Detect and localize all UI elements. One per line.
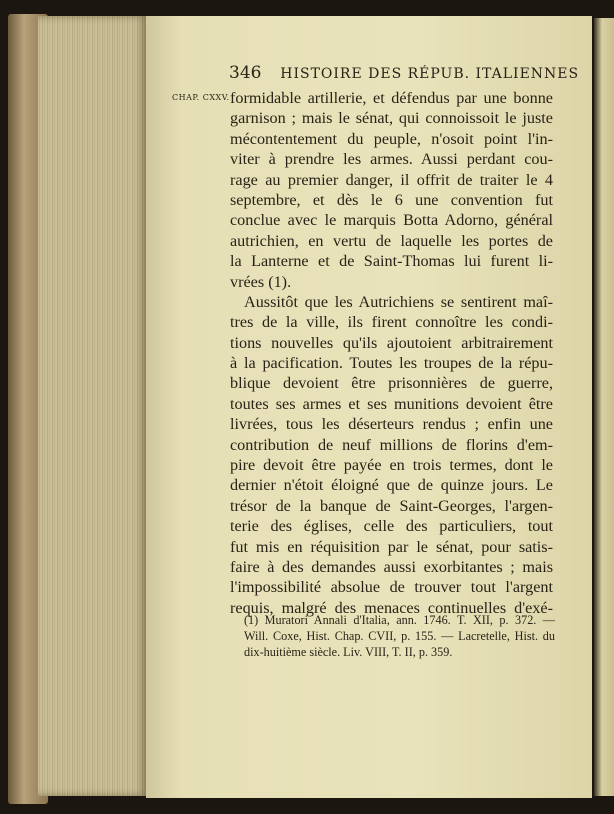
text-line: blique devoient être prisonnières de guerre, [230, 374, 553, 393]
text-line: viter à prendre les armes. Aussi perdant cou- [230, 150, 553, 169]
text-line: garnison ; mais le sénat, qui connoissoit le juste [230, 109, 553, 128]
running-header [229, 63, 579, 83]
page-stack-edges [38, 16, 148, 796]
text-line: terie des églises, celle des particuliers, tout [230, 517, 553, 536]
text-line: la Lanterne et de Saint-Thomas lui furent li- [230, 252, 553, 271]
footnote-line: Will. Coxe, Hist. Chap. CVII, p. 155. — Lacretelle, Hist. du [244, 629, 555, 643]
text-line: contribution de neuf millions de florins d'em- [230, 435, 553, 454]
text-line: rage au premier danger, il offrit de traiter le 4 [230, 170, 553, 189]
text-line: pire devoit être payée en trois termes, dont le [230, 456, 553, 475]
text-line: conclue avec le marquis Botta Adorno, général [230, 211, 553, 230]
text-line: faire à des demandes aussi exorbitantes ; mais [230, 557, 553, 576]
text-line: toutes ses armes et ses munitions devoient être [230, 394, 553, 413]
text-line: septembre, et dès le 6 une convention fut [230, 190, 553, 209]
footnote-line: dix-huitième siècle. Liv. VIII, T. II, p. 359. [244, 645, 453, 659]
footnotes [244, 612, 555, 660]
text-line: fut mis en réquisition par le sénat, pour satis- [230, 537, 553, 556]
margin-note: CHAP. CXXV. [172, 93, 230, 102]
facing-page-edge [594, 18, 614, 796]
footnote-line: (1) Muratori Annali d'Italia, ann. 1746. T. XII, p. 372. — [244, 613, 555, 627]
running-title: HISTOIRE DES RÉPUB. ITALIENNES [280, 66, 580, 82]
text-line: à la pacification. Toutes les troupes de la répu- [230, 354, 553, 373]
page-number: 346 [229, 63, 262, 83]
text-line: mécontentement du peuple, n'osoit point l'in- [230, 129, 553, 148]
text-line: Aussitôt que les Autrichiens se sentirent maî- [244, 292, 553, 311]
text-line: tions nouvelles qu'ils ajoutoient arbitrairement [230, 333, 553, 352]
text-line: trésor de la banque de Saint-Georges, l'argen- [230, 496, 553, 515]
text-line: vrées (1). [230, 272, 292, 291]
text-line: autrichien, en vertu de laquelle les portes de [230, 231, 553, 250]
text-line: dernier n'étoit éloigné que de quinze jours. Le [230, 476, 553, 495]
text-line: tres de la ville, ils firent connoître les condi- [230, 313, 553, 332]
text-line: livrées, tous les déserteurs rendus ; enfin une [230, 415, 553, 434]
body-text [230, 88, 553, 618]
text-line: requis, malgré des menaces continuelles d'exé- [230, 598, 553, 617]
text-line: l'impossibilité absolue de trouver tout l'argent [230, 578, 553, 597]
text-line: formidable artillerie, et défendus par une bonne [230, 89, 553, 107]
